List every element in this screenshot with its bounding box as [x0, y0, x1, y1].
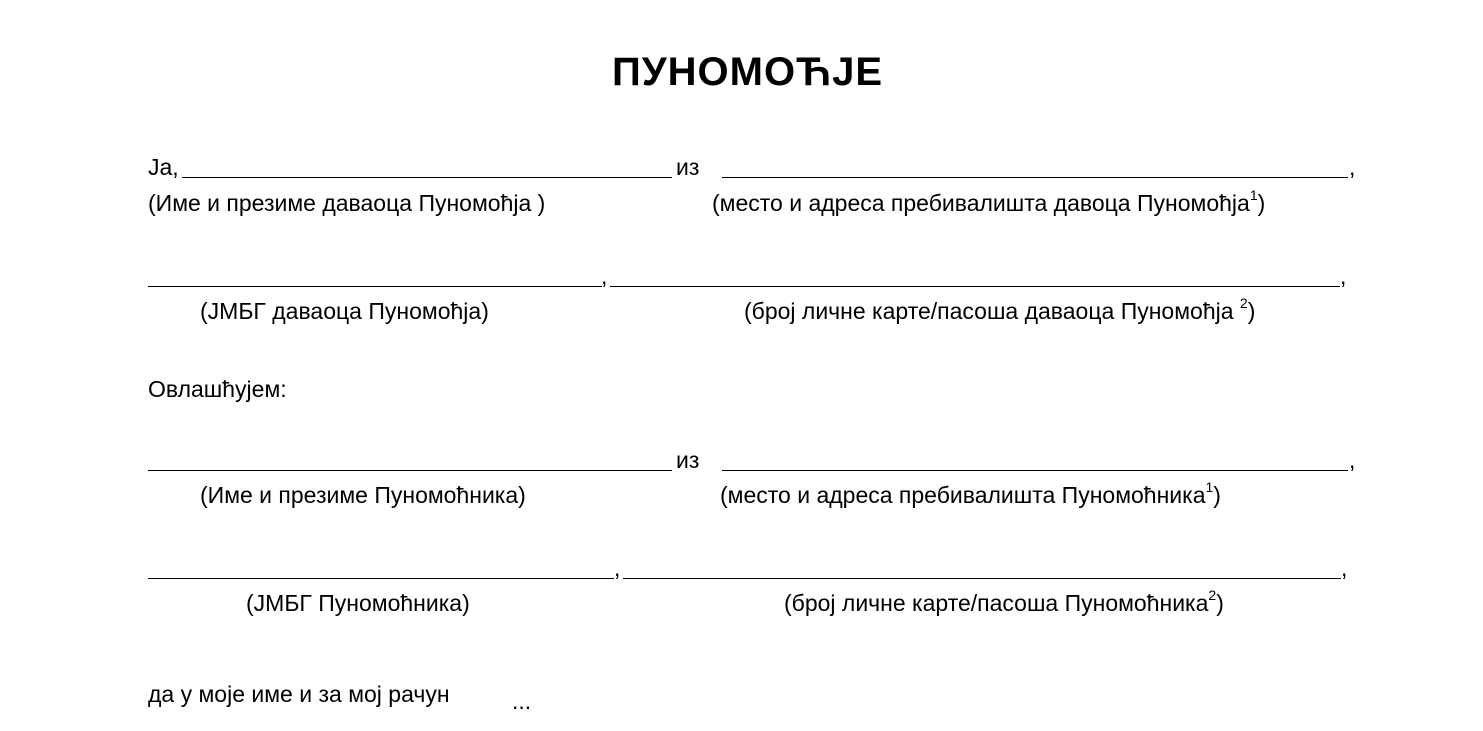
footnote-marker: 1 — [1249, 187, 1258, 204]
agent-jmbg-blank[interactable] — [148, 578, 614, 579]
authorize-label: Овлашћујем: — [148, 376, 287, 402]
agent-jmbg-caption: (ЈМБГ Пуномоћника) — [246, 590, 470, 616]
principal-address-caption: (место и адреса пребивалишта давоца Пуномоћја$^1$) — [712, 187, 1266, 216]
principal-id-caption: (број личне карте/пасоша даваоца Пуномоћја $^2$) — [744, 295, 1256, 324]
agent-connector: из — [676, 447, 700, 473]
principal-connector: из — [676, 154, 700, 180]
principal-id-blank[interactable] — [610, 286, 1340, 287]
agent-id-blank[interactable] — [623, 578, 1341, 579]
principal-name-caption: (Име и презиме даваоца Пуномоћја ) — [148, 190, 546, 216]
agent-id-caption: (број личне карте/пасоша Пуномоћника$^2$) — [784, 587, 1224, 616]
ellipsis: ... — [512, 688, 532, 714]
principal-address-blank[interactable] — [722, 177, 1348, 178]
comma: , — [1349, 154, 1356, 180]
footnote-marker: 2 — [1239, 295, 1248, 312]
principal-jmbg-caption: (ЈМБГ даваоца Пуномоћја) — [200, 298, 489, 324]
principal-jmbg-blank[interactable] — [148, 286, 602, 287]
closing-text: да у моје име и за мој рачун — [148, 681, 450, 707]
comma: , — [601, 263, 608, 289]
comma: , — [1349, 447, 1356, 473]
comma: , — [1340, 263, 1347, 289]
agent-name-blank[interactable] — [148, 470, 672, 471]
comma: , — [614, 555, 621, 581]
footnote-marker: 1 — [1205, 479, 1214, 496]
agent-name-caption: (Име и презиме Пуномоћника) — [200, 482, 526, 508]
agent-address-blank[interactable] — [722, 470, 1348, 471]
comma: , — [1341, 555, 1348, 581]
document-title: ПУНОМОЋЈЕ — [612, 50, 883, 94]
principal-name-blank[interactable] — [182, 177, 672, 178]
principal-prefix: Ја, — [148, 154, 179, 180]
footnote-marker: 2 — [1208, 587, 1217, 604]
agent-address-caption: (место и адреса пребивалишта Пуномоћника$^1$) — [720, 479, 1221, 508]
